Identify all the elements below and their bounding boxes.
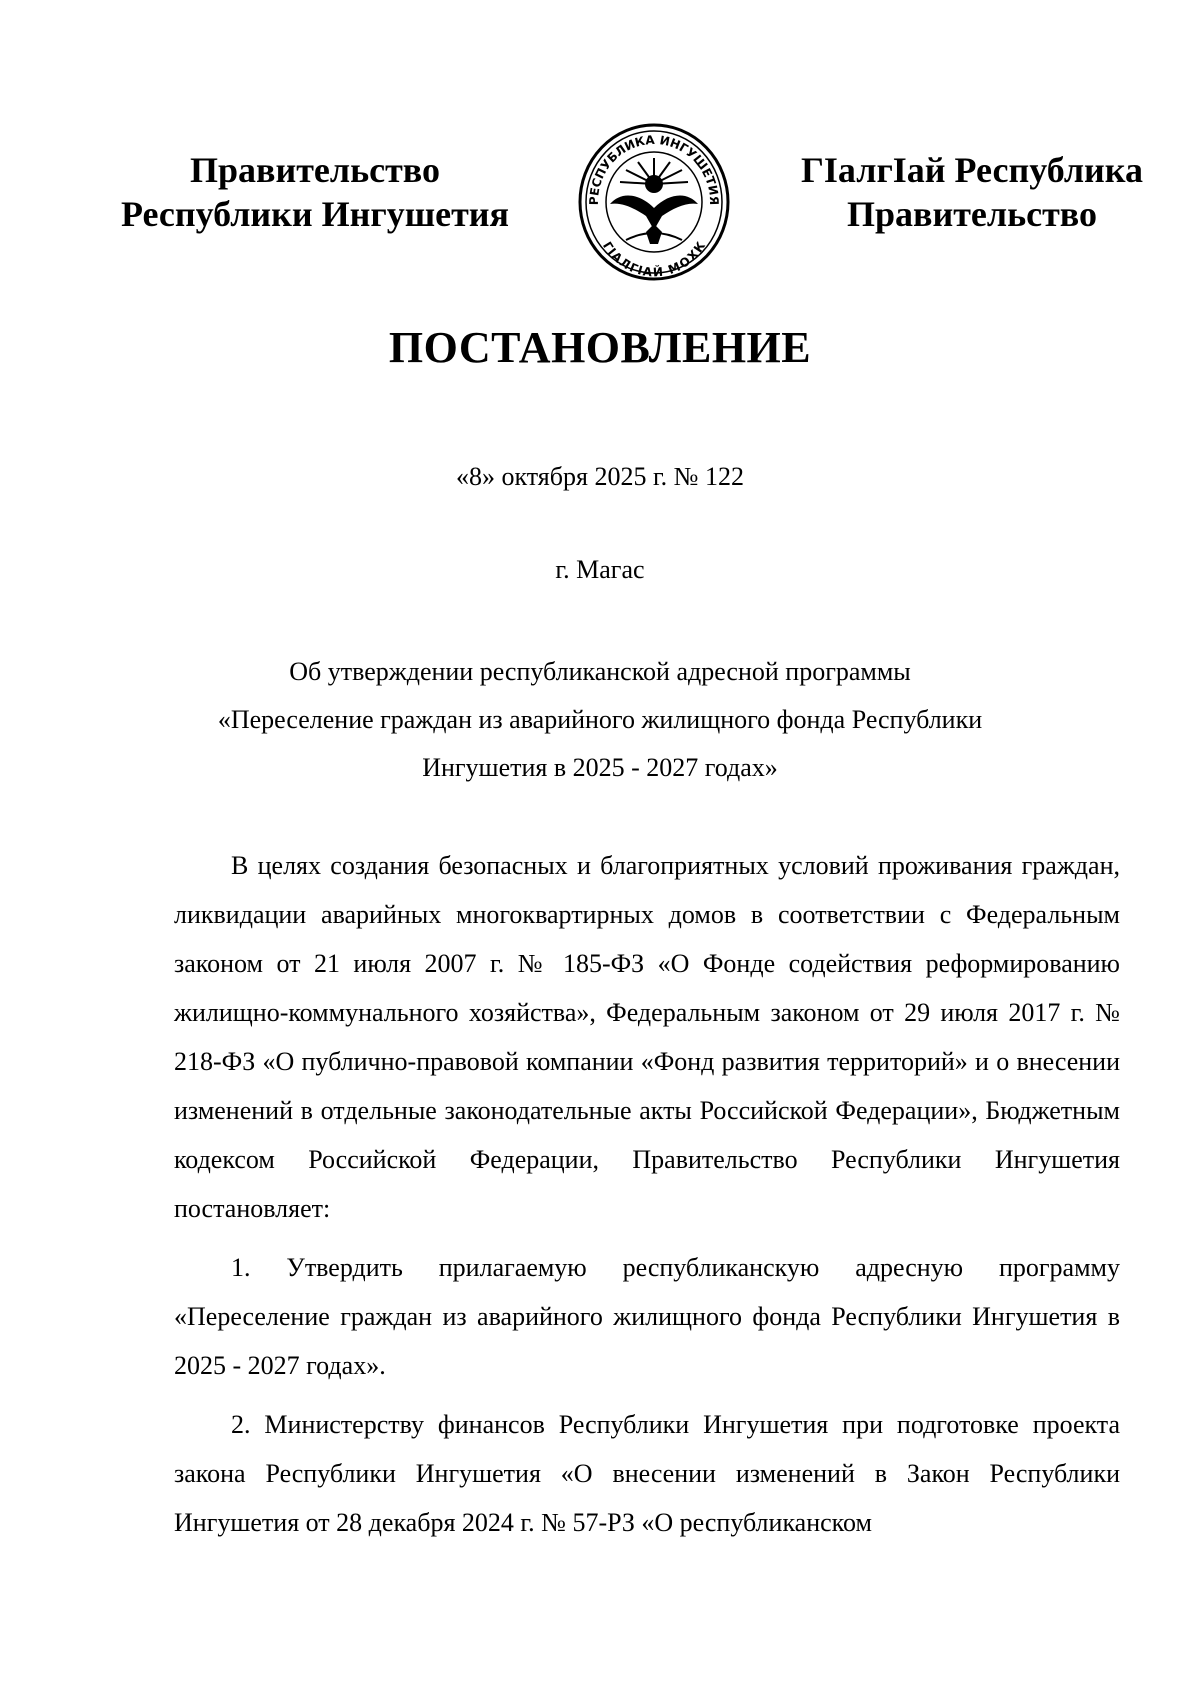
- emblem-bottom-text: ГIАЛГIАЙ МОХК: [599, 239, 708, 280]
- title-line2: «Переселение граждан из аварийного жилищного фонда Республики: [217, 705, 983, 734]
- title-line1: Об утверждении республиканской адресной программы: [289, 657, 911, 686]
- item-2-paragraph: 2. Министерству финансов Республики Ингушетия при подготовке проекта закона Республики Ингушетия «О внесении изменений в Закон Республики Ингушетия от 28 декабря 2024 г. № 57-РЗ «О республиканском: [174, 1410, 1120, 1537]
- preamble-paragraph: В целях создания безопасных и благоприятных условий проживания граждан, ликвидации аварийных многоквартирных домов в соответствии с Федеральным законом от 21 июля 2007 г. № 185-ФЗ «О Фонде содействия реформированию жилищно-коммунального хозяйства», Федеральным законом от 29 июля 2017 г. № 218-ФЗ «О публично-правовой компании «Фонд развития территорий» и о внесении изменений в отдельные законодательные акты Российской Федерации», Бюджетным кодексом Российской Федерации, Правительство Республики Ингушетия постановляет:: [174, 851, 1120, 1223]
- emblem-top-text: РЕСПУБЛИКА ИНГУШЕТИЯ: [586, 132, 722, 206]
- document-body: [174, 841, 1120, 1547]
- header-right-line2: Правительство: [847, 194, 1097, 234]
- government-name-russian: [105, 148, 525, 236]
- header-left-line1: Правительство: [190, 150, 440, 190]
- title-line3: Ингушетия в 2025 - 2027 годах»: [422, 753, 778, 782]
- document-type-heading: ПОСТАНОВЛЕНИЕ: [388, 323, 812, 372]
- document-city: г. Магас: [555, 555, 645, 584]
- government-name-ingush: [772, 148, 1172, 236]
- document-title: [160, 648, 1040, 792]
- coat-of-arms-emblem: [576, 122, 732, 282]
- header-left-line2: Республики Ингушетия: [120, 194, 510, 234]
- header-right-line1: ГIалгIай Республика: [801, 150, 1143, 190]
- document-date-number: «8» октября 2025 г. № 122: [456, 462, 744, 491]
- item-1-paragraph: 1. Утвердить прилагаемую республиканскую адресную программу «Переселение граждан из аварийного жилищного фонда Республики Ингушетия в 2025 - 2027 годах».: [174, 1253, 1120, 1380]
